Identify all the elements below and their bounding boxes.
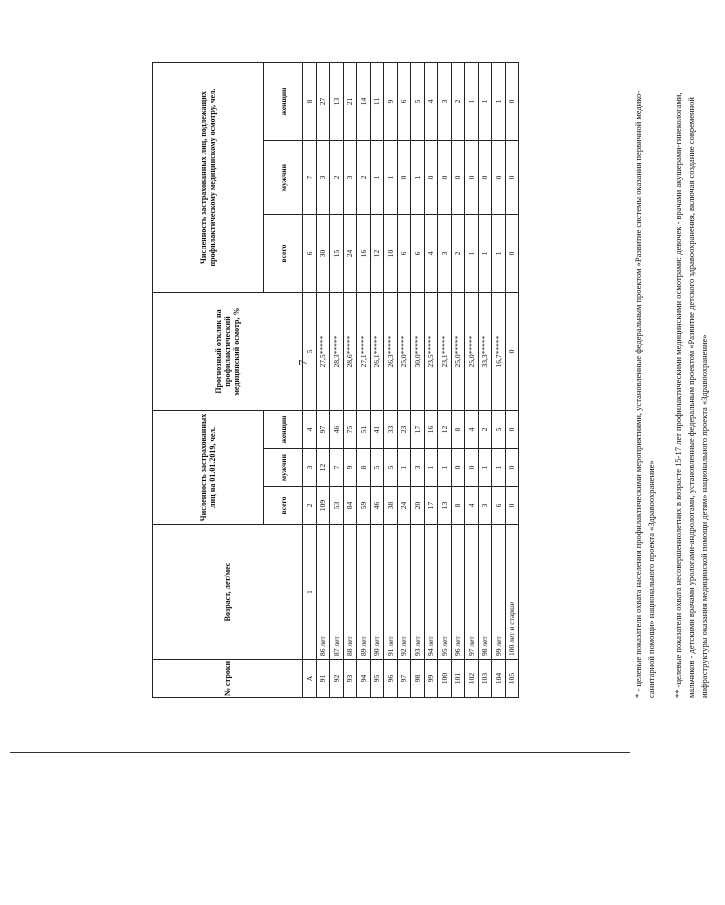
table-cell: 17 [424, 487, 438, 525]
table-cell: 28,6***** [343, 293, 357, 411]
table-cell: 46 [330, 411, 344, 449]
table-cell: 30 [316, 215, 330, 293]
table-cell: 1 [478, 63, 492, 141]
table-cell: 3 [438, 63, 452, 141]
table-cell: 53 [330, 487, 344, 525]
horizontal-rule [10, 752, 630, 753]
table-cell: 94 [357, 660, 371, 698]
table-cell: 1 [478, 215, 492, 293]
table-cell: 0 [505, 141, 519, 215]
table-cell: 4 [465, 411, 479, 449]
table-cell: 98 [411, 660, 425, 698]
table-cell: 1 [492, 449, 506, 487]
table-cell: 27 [316, 63, 330, 141]
table-cell: 101 [451, 660, 465, 698]
table-cell: 5 [370, 449, 384, 487]
table-cell: 0 [397, 141, 411, 215]
table-cell: 0 [505, 487, 519, 525]
table-cell: 51 [357, 411, 371, 449]
footnote-2: ** -целевые показатели охвата несовершеннолетних в возрасте 15-17 лет профилактическими медицинскими осмотрами: девочек - врачами акушерами-гинекологами, мальчиков - детскими врачами урологами-андрологами, установленные федеральным проектом «Развитие детского здравоохранения, включая создание современной инфраструктуры оказания медицинской помощи детям» национального проекта «Здравоохранение» [673, 92, 709, 698]
table-cell: 8 [451, 487, 465, 525]
table-row [505, 63, 519, 698]
table-cell: 15 [330, 215, 344, 293]
table-cell: 93 лет [411, 525, 425, 660]
table-cell: 94 лет [424, 525, 438, 660]
table-row [316, 63, 330, 698]
table-cell: 4 [465, 487, 479, 525]
table-cell: 20 [411, 487, 425, 525]
page-number: 7 [295, 359, 310, 366]
table-row [384, 63, 398, 698]
table-cell: 0 [505, 63, 519, 141]
table-cell: 95 [370, 660, 384, 698]
table-cell: 97 [397, 660, 411, 698]
table-cell: 75 [343, 411, 357, 449]
table-cell: 95 лет [438, 525, 452, 660]
table-cell: 33,3***** [478, 293, 492, 411]
index-cell: 3 [303, 449, 317, 487]
table-row [478, 63, 492, 698]
table-cell: 2 [357, 141, 371, 215]
table-cell: 2 [478, 411, 492, 449]
table-cell: 6 [492, 487, 506, 525]
table-cell: 3 [438, 215, 452, 293]
table-cell: 105 [505, 660, 519, 698]
table-row [492, 63, 506, 698]
table-cell: 3 [316, 141, 330, 215]
table-cell: 10 [384, 215, 398, 293]
table-cell: 5 [492, 411, 506, 449]
table-row [438, 63, 452, 698]
table-cell: 100 [438, 660, 452, 698]
table-cell: 0 [505, 293, 519, 411]
table-cell: 13 [330, 63, 344, 141]
table-cell: 97 [316, 411, 330, 449]
index-cell: А [303, 660, 317, 698]
table-cell: 3 [411, 449, 425, 487]
table-cell: 0 [505, 449, 519, 487]
table-cell: 33 [384, 411, 398, 449]
table-cell: 103 [478, 660, 492, 698]
table-cell: 23,5***** [424, 293, 438, 411]
table-cell: 0 [465, 449, 479, 487]
table-cell: 91 [316, 660, 330, 698]
index-cell: 4 [303, 411, 317, 449]
header-men: мужчин [264, 141, 303, 215]
table-body [303, 63, 519, 698]
table-cell: 25,0***** [397, 293, 411, 411]
table-cell: 84 [343, 487, 357, 525]
table-cell: 0 [424, 141, 438, 215]
table-cell: 38 [384, 487, 398, 525]
table-row [370, 63, 384, 698]
table-cell: 2 [451, 63, 465, 141]
table-cell: 88 лет [343, 525, 357, 660]
table-row [411, 63, 425, 698]
table-cell: 14 [357, 63, 371, 141]
table-row [330, 63, 344, 698]
table-cell: 25,0***** [465, 293, 479, 411]
table-cell: 1 [397, 449, 411, 487]
table-row [465, 63, 479, 698]
table-cell: 4 [424, 63, 438, 141]
table-cell: 13 [438, 487, 452, 525]
table-cell: 1 [492, 215, 506, 293]
table-cell: 92 лет [397, 525, 411, 660]
table-cell: 23 [397, 411, 411, 449]
table-row [451, 63, 465, 698]
table-cell: 86 лет [316, 525, 330, 660]
table-cell: 26,1***** [370, 293, 384, 411]
table-cell: 100 лет и старше [505, 525, 519, 660]
table-cell: 102 [465, 660, 479, 698]
header-men: мужчин [264, 449, 303, 487]
table-cell: 0 [451, 449, 465, 487]
table-cell: 98 лет [478, 525, 492, 660]
table-row [397, 63, 411, 698]
index-cell: 2 [303, 487, 317, 525]
table-cell: 99 лет [492, 525, 506, 660]
table-cell: 41 [370, 411, 384, 449]
table-cell: 0 [505, 411, 519, 449]
table-cell: 5 [384, 449, 398, 487]
index-row [303, 63, 317, 698]
table-cell: 12 [370, 215, 384, 293]
index-cell: 8 [303, 63, 317, 141]
table-cell: 7 [330, 449, 344, 487]
table-cell: 59 [357, 487, 371, 525]
table-cell: 27,1***** [357, 293, 371, 411]
table-cell: 1 [465, 63, 479, 141]
footnotes [632, 63, 725, 698]
table-cell: 1 [465, 215, 479, 293]
table-cell: 92 [330, 660, 344, 698]
table-cell: 96 лет [451, 525, 465, 660]
table-cell: 90 лет [370, 525, 384, 660]
header-total: всего [264, 487, 303, 525]
header-women: женщин [264, 411, 303, 449]
index-cell: 7 [303, 141, 317, 215]
table-cell: 28,3***** [330, 293, 344, 411]
table-cell: 30,0***** [411, 293, 425, 411]
table-cell: 16 [357, 215, 371, 293]
table-cell: 16 [424, 411, 438, 449]
table-cell: 17 [411, 411, 425, 449]
table-cell: 2 [451, 215, 465, 293]
table-cell: 16,7***** [492, 293, 506, 411]
table-cell: 5 [411, 63, 425, 141]
table-cell: 1 [424, 449, 438, 487]
table-cell: 89 лет [357, 525, 371, 660]
table-cell: 0 [451, 141, 465, 215]
table-cell: 0 [465, 141, 479, 215]
table-cell: 87 лет [330, 525, 344, 660]
table-cell: 6 [411, 215, 425, 293]
header-insured: Численность застрахованных лиц на 01.01.2019, чел. [153, 411, 264, 525]
table-cell: 91 лет [384, 525, 398, 660]
table-cell: 1 [478, 449, 492, 487]
table-cell: 3 [343, 141, 357, 215]
table-cell: 1 [438, 449, 452, 487]
table-cell: 24 [343, 215, 357, 293]
table-cell: 46 [370, 487, 384, 525]
table-cell: 8 [451, 411, 465, 449]
table-cell: 24 [397, 487, 411, 525]
table-row [343, 63, 357, 698]
table-cell: 11 [370, 63, 384, 141]
table-cell: 97 лет [465, 525, 479, 660]
table-cell: 9 [343, 449, 357, 487]
table-cell: 0 [492, 141, 506, 215]
rotated-table-region [152, 58, 709, 698]
table-cell: 25,0***** [451, 293, 465, 411]
table-cell: 26,3***** [384, 293, 398, 411]
table-cell: 23,1***** [438, 293, 452, 411]
header-subject: Численность застрахованных лиц, подлежащих профилактическому медицинскому осмотру, чел. [153, 63, 264, 293]
table-cell: 0 [438, 141, 452, 215]
index-cell: 5 [303, 293, 317, 411]
table-cell: 99 [424, 660, 438, 698]
table-cell: 104 [492, 660, 506, 698]
table-cell: 0 [505, 215, 519, 293]
index-cell: 1 [303, 525, 317, 660]
table-cell: 96 [384, 660, 398, 698]
table-cell: 9 [384, 63, 398, 141]
header-row-number: № строки [153, 660, 303, 698]
footnote-1: * - целевые показатели охвата населения профилактическими мероприятиями, установленные федеральным проектом «Развитие системы оказания первичной медико-санитарной помощи» национального проекта «Здравоохранение» [633, 90, 656, 698]
table-cell: 1 [370, 141, 384, 215]
table-cell: 1 [411, 141, 425, 215]
header-age: Возраст, лет/мес [153, 525, 303, 660]
table-cell: 1 [384, 141, 398, 215]
header-women: женщин [264, 63, 303, 141]
index-cell: 6 [303, 215, 317, 293]
table-cell: 93 [343, 660, 357, 698]
header-forecast: Прогнозный отклик на профилактический медицинский осмотр, % [153, 293, 303, 411]
table-cell: 12 [438, 411, 452, 449]
table-cell: 6 [397, 63, 411, 141]
insured-persons-table [152, 62, 519, 698]
header-total: всего [264, 215, 303, 293]
table-cell: 3 [478, 487, 492, 525]
table-cell: 8 [357, 449, 371, 487]
table-cell: 4 [424, 215, 438, 293]
table-cell: 109 [316, 487, 330, 525]
table-row [357, 63, 371, 698]
table-cell: 1 [492, 63, 506, 141]
table-cell: 27,5***** [316, 293, 330, 411]
table-cell: 21 [343, 63, 357, 141]
table-row [424, 63, 438, 698]
table-cell: 12 [316, 449, 330, 487]
table-cell: 2 [330, 141, 344, 215]
table-cell: 6 [397, 215, 411, 293]
table-cell: 0 [478, 141, 492, 215]
